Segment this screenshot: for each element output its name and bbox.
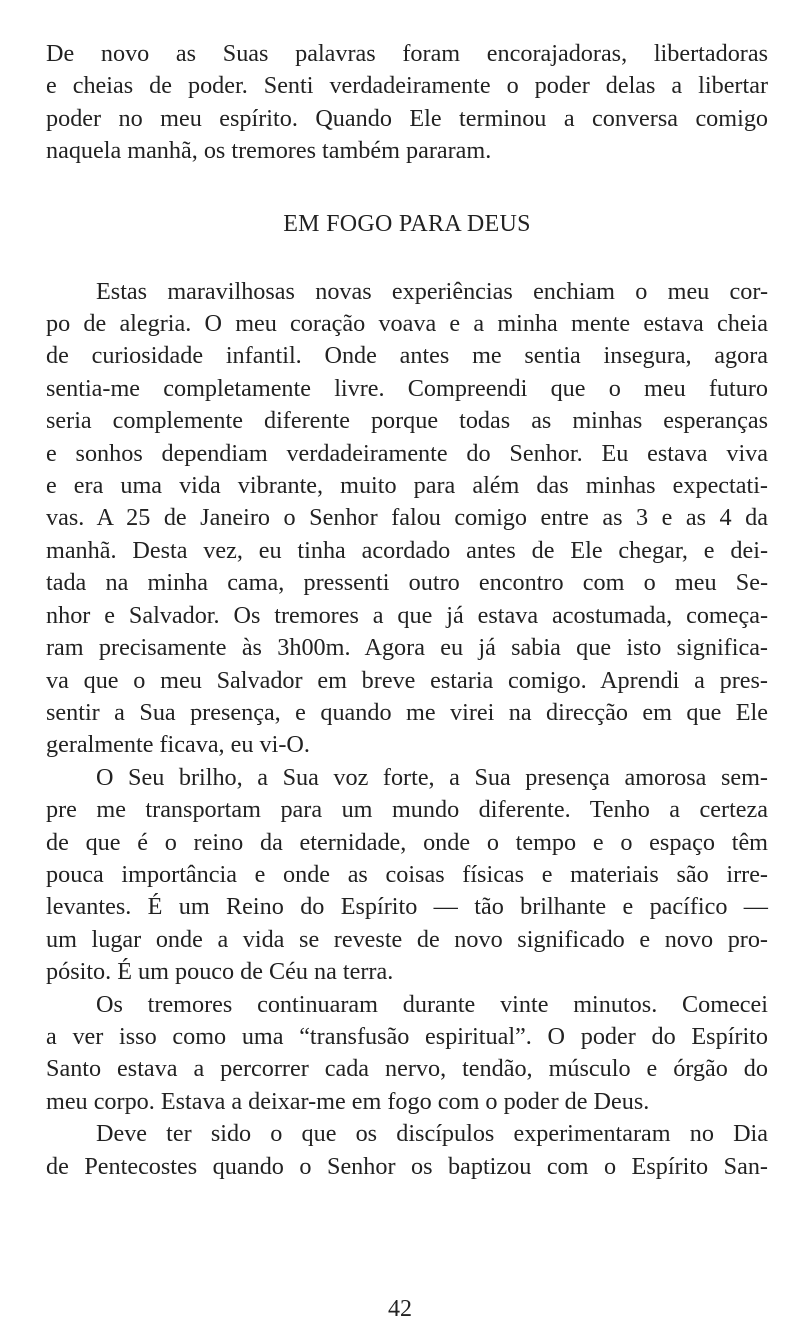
text-line: pouca importância e onde as coisas físicas e materiais são irre- xyxy=(46,860,768,888)
book-page xyxy=(46,38,768,1293)
text-line: de que é o reino da eternidade, onde o tempo e o espaço têm xyxy=(46,828,768,856)
paragraph-2 xyxy=(46,276,768,762)
text-line: pósito. É um pouco de Céu na terra. xyxy=(46,958,394,986)
page-number: 42 xyxy=(388,1296,412,1322)
text-line: va que o meu Salvador em breve estaria comigo. Aprendi a pres- xyxy=(46,666,768,694)
text-line: e sonhos dependiam verdadeiramente do Senhor. Eu estava viva xyxy=(46,439,768,467)
text-line: e era uma vida vibrante, muito para além das minhas expectati- xyxy=(46,472,768,500)
section-heading: EM FOGO PARA DEUS xyxy=(283,210,531,237)
text-line: Estas maravilhosas novas experiências enchiam o meu cor- xyxy=(96,277,768,305)
text-line: seria complemente diferente porque todas as minhas esperanças xyxy=(46,407,768,435)
text-line: Deve ter sido o que os discípulos experimentaram no Dia xyxy=(96,1120,768,1148)
text-line: Santo estava a percorrer cada nervo, tendão, músculo e órgão do xyxy=(46,1055,768,1083)
paragraph-1 xyxy=(46,38,768,168)
text-line: geralmente ficava, eu vi-O. xyxy=(46,731,310,759)
text-line: nhor e Salvador. Os tremores a que já estava acostumada, começa- xyxy=(46,601,768,629)
paragraph-5 xyxy=(46,1118,768,1183)
text-line: um lugar onde a vida se reveste de novo significado e novo pro- xyxy=(46,925,768,953)
text-line: po de alegria. O meu coração voava e a minha mente estava cheia xyxy=(46,310,768,338)
text-line: sentia-me completamente livre. Compreendi que o meu futuro xyxy=(46,374,768,402)
text-line: a ver isso como uma “transfusão espiritual”. O poder do Espírito xyxy=(46,1022,768,1050)
text-line: manhã. Desta vez, eu tinha acordado antes de Ele chegar, e dei- xyxy=(46,536,768,564)
text-line: ram precisamente às 3h00m. Agora eu já sabia que isto significa- xyxy=(46,634,768,662)
text-line: de Pentecostes quando o Senhor os baptizou com o Espírito San- xyxy=(46,1152,768,1180)
text-line: Os tremores continuaram durante vinte minutos. Comecei xyxy=(96,990,768,1018)
text-line: vas. A 25 de Janeiro o Senhor falou comigo entre as 3 e as 4 da xyxy=(46,504,768,532)
paragraph-4 xyxy=(46,989,768,1119)
text-line: e cheias de poder. Senti verdadeiramente o poder delas a libertar xyxy=(46,72,768,100)
text-line: meu corpo. Estava a deixar-me em fogo com o poder de Deus. xyxy=(46,1087,650,1115)
text-line: poder no meu espírito. Quando Ele terminou a conversa comigo xyxy=(46,104,768,132)
text-line: De novo as Suas palavras foram encorajadoras, libertadoras xyxy=(46,40,768,67)
text-line: levantes. É um Reino do Espírito — tão brilhante e pacífico — xyxy=(46,893,768,921)
text-line: O Seu brilho, a Sua voz forte, a Sua presença amorosa sem- xyxy=(96,763,768,791)
text-line: naquela manhã, os tremores também pararam. xyxy=(46,137,492,165)
text-line: tada na minha cama, pressenti outro encontro com o meu Se- xyxy=(46,569,768,597)
paragraph-3 xyxy=(46,762,768,989)
text-line: sentir a Sua presença, e quando me virei na direcção em que Ele xyxy=(46,698,768,726)
text-line: pre me transportam para um mundo diferente. Tenho a certeza xyxy=(46,796,768,824)
text-line: de curiosidade infantil. Onde antes me sentia insegura, agora xyxy=(46,342,768,370)
